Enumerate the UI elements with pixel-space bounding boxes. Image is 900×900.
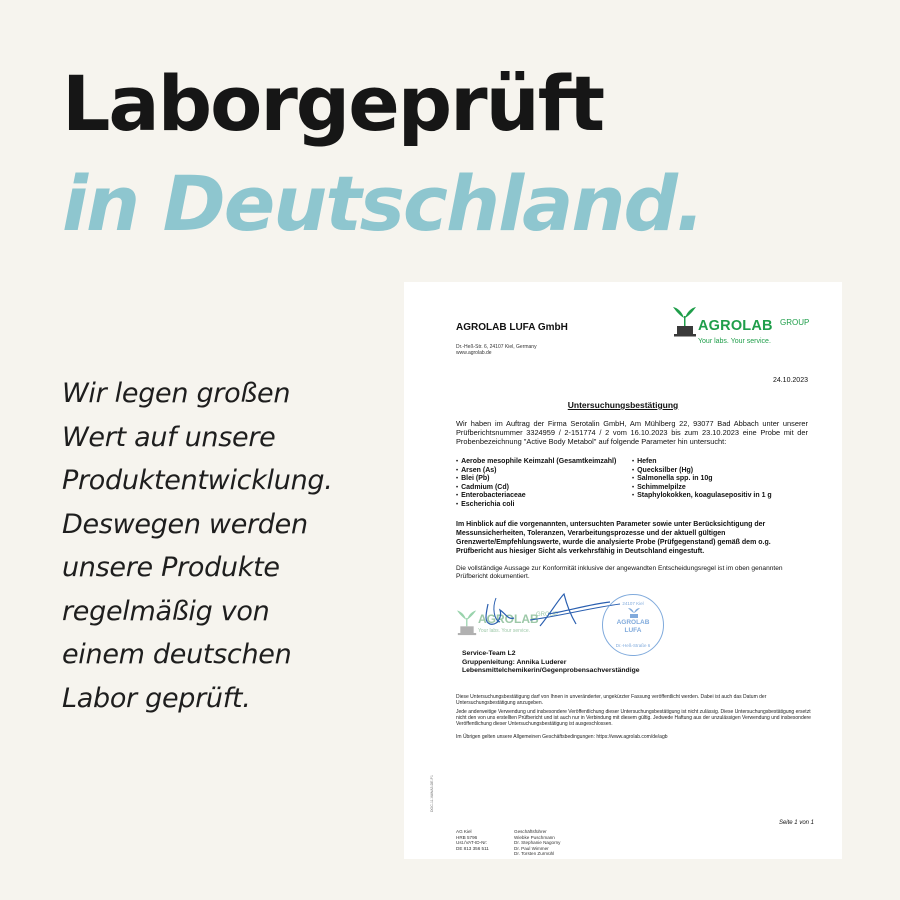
footer-line: Dr. Stephanie Nagorny xyxy=(514,840,561,846)
fine-print: Jede anderweitige Verwendung und insbesondere Veröffentlichung dieser Untersuchungsbestätigung ist nicht zulässig. Diese Untersuchungsbestätigung ersetzt nicht den von uns erstellten Prüfbericht und ist auch nur in Verbindung mit diesem gültig. Jedwede Haftung aus der unzulässigen Verwendung und insbesondere Veröffentlichung dieser Untersuchungsbestätigung ist ausgeschlossen. xyxy=(456,709,811,727)
service-line: Service-Team L2 xyxy=(462,650,516,657)
parameter-item: • Salmonella spp. in 10g xyxy=(632,475,772,484)
summary-statement: Im Hinblick auf die vorgenannten, untersuchten Parameter sowie unter Berücksichtigung der Messunsicherheiten, Toleranzen, Verarbeitungsprozesse und der aktuell gültigen Grenzwerte/Empfehlungswerte, wurde die analysierte Probe (Prüfgegenstand) gemäß dem o.g. Prüfbericht aus hiesiger Sicht als verkehrsfähig in Deutschland eingestuft. xyxy=(456,521,771,555)
footer-line: AG Kiel xyxy=(456,829,472,834)
intro-line: Deswegen werden xyxy=(62,508,308,540)
document-date: 24.10.2023 xyxy=(772,377,808,384)
service-team-block xyxy=(462,650,640,676)
fine-print: Im Übrigen gelten unsere Allgemeinen Geschäftsbedingungen: https://www.agrolab.com/de/agb xyxy=(456,734,668,740)
page-number: Seite 1 von 1 xyxy=(778,820,814,826)
parameter-column-left xyxy=(456,458,616,510)
intro-line: einem deutschen xyxy=(62,639,292,670)
parameter-item: • Hefen xyxy=(632,458,772,467)
lab-stamp xyxy=(602,594,664,656)
parameter-item: • Enterobacteriaceae xyxy=(456,492,616,501)
form-code: DOC-11-VAWA3-DE-P1 xyxy=(430,775,434,812)
logo-name: AGROLAB xyxy=(698,318,773,334)
faded-logo-slogan: Your labs. Your service. xyxy=(478,628,531,634)
conformity-note: Die vollständige Aussage zur Konformität inklusive der angewandten Entscheidungsregel ist im oben genannten Prüfbericht dokumentiert. xyxy=(456,565,783,580)
fine-print: Diese Untersuchungsbestätigung darf von Ihnen in unveränderter, ungekürzter Fassung veröffentlicht werden. Dabei ist auch das Datum der Untersuchungsbestätigung anzugeben. xyxy=(456,694,767,706)
intro-line: regelmäßig von xyxy=(62,595,270,627)
faded-logo-group: GROUP xyxy=(536,612,559,618)
headline-line-1: Laborgeprüft xyxy=(62,59,604,148)
parameter-item: • Staphylokokken, koagulasepositiv in 1 g xyxy=(632,492,772,501)
intro-text xyxy=(62,372,382,720)
stamp-top-text: 24107 Kiel xyxy=(622,601,644,606)
address-line: www.agrolab.de xyxy=(456,350,492,356)
footer-line: Dr. Torsten Zurmühl xyxy=(514,851,555,857)
footer-line: DE 813 356 511 xyxy=(456,845,489,851)
footer-registry xyxy=(456,829,489,851)
stamp-center-text xyxy=(603,619,663,635)
faded-logo-name: AGROLAB xyxy=(478,612,539,626)
intro-line: Produktentwicklung. xyxy=(62,465,333,496)
intro-line: Wert auf unsere xyxy=(62,421,276,453)
intro-line: Labor geprüft. xyxy=(62,682,251,714)
stamp-line: LUFA xyxy=(624,627,642,634)
footer-line: Wiebke Puschmann xyxy=(514,834,555,840)
address-line: Dr.-Heß-Str. 6, 24107 Kiel, Germany xyxy=(456,344,537,350)
logo-group: GROUP xyxy=(780,318,810,327)
logo-slogan: Your labs. Your service. xyxy=(698,338,771,345)
footer-management xyxy=(514,829,560,857)
parameter-item: • Cadmium (Cd) xyxy=(456,484,616,493)
footer-line: Dr. Paul Wimmer xyxy=(514,845,549,851)
footer-line: Ust./VAT-ID-Nr: xyxy=(456,840,488,846)
document-intro: Wir haben im Auftrag der Firma Serotalin GmbH, Am Mühlberg 22, 93077 Bad Abbach unter unserer Prüfberichtsnummer 3324959 / 2-151774 / 2 vom 16.10.2023 bis zum 23.10.2023 eine Probe mit der Probenbezeichnung "Active Body Metabol" auf folgende Parameter hin untersucht: xyxy=(456,419,808,446)
parameter-item: • Schimmelpilze xyxy=(632,484,772,493)
parameter-item: • Blei (Pb) xyxy=(456,475,616,484)
stamp-logo-icon xyxy=(627,607,641,619)
parameter-item: • Arsen (As) xyxy=(456,467,616,476)
footer-line: HRB 5796 xyxy=(456,834,478,840)
service-line: Lebensmittelchemikerin/Gegenprobensachverständige xyxy=(462,667,640,674)
document-title: Untersuchungsbestätigung xyxy=(567,400,679,410)
stamp-bottom-text: Dr.-Heß-Straße 6 xyxy=(615,643,651,648)
intro-line: unsere Produkte xyxy=(62,552,280,583)
parameter-item: • Quecksilber (Hg) xyxy=(632,467,772,476)
plant-laptop-icon xyxy=(672,304,698,340)
parameter-column-right xyxy=(632,458,772,501)
parameter-item: • Aerobe mesophile Keimzahl (Gesamtkeimzahl) xyxy=(456,458,616,467)
footer-line: Geschäftsführer xyxy=(514,829,547,834)
agrolab-logo xyxy=(672,304,822,354)
intro-line: Wir legen großen xyxy=(62,378,291,409)
lab-certificate-document xyxy=(404,282,842,859)
company-address xyxy=(456,344,537,356)
service-line: Gruppenleitung: Annika Luderer xyxy=(462,658,567,666)
headline-line-2: in Deutschland. xyxy=(62,159,703,248)
company-name: AGROLAB LUFA GmbH xyxy=(456,322,568,333)
parameter-item: • Escherichia coli xyxy=(456,501,616,510)
stamp-line: AGROLAB xyxy=(616,619,650,626)
